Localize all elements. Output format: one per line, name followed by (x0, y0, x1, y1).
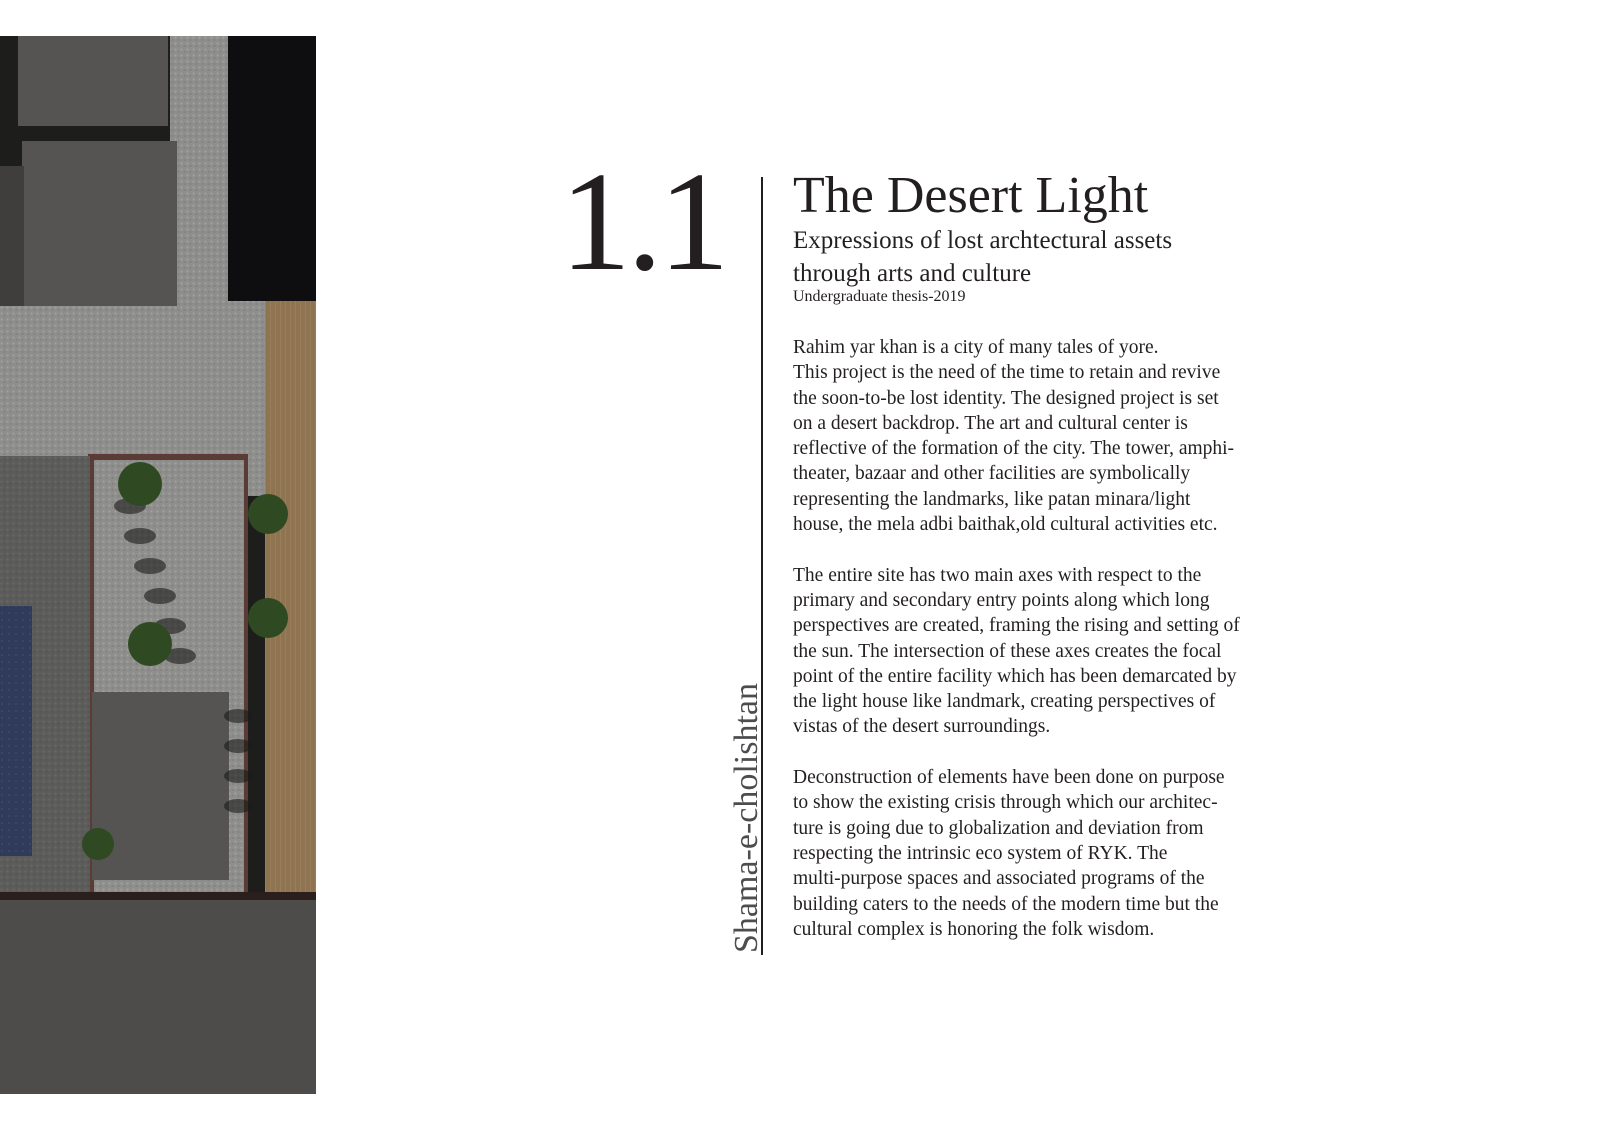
page-title: The Desert Light (793, 167, 1149, 224)
text-line: ture is going due to globalization and deviation from (793, 817, 1204, 839)
text-line: perspectives are created, framing the rising and setting of (793, 615, 1240, 637)
subtitle-line: through arts and culture (793, 260, 1032, 287)
subtitle (793, 224, 1263, 290)
text-line: house, the mela adbi baithak,old cultural activities etc. (793, 514, 1218, 536)
text-line: Deconstruction of elements have been done on purpose (793, 767, 1225, 789)
text-line: cultural complex is honoring the folk wisdom. (793, 918, 1155, 940)
text-line: theater, bazaar and other facilities are symbolically (793, 463, 1191, 485)
text-line: vistas of the desert surroundings. (793, 716, 1051, 738)
text-line: representing the landmarks, like patan minara/light (793, 488, 1191, 510)
text-line: primary and secondary entry points along which long (793, 589, 1210, 611)
text-line: The entire site has two main axes with respect to the (793, 564, 1202, 586)
site-render-image (0, 36, 316, 1094)
subtitle-line: Expressions of lost archtectural assets (793, 227, 1173, 254)
vertical-project-title: Shama-e-cholishtan (728, 682, 765, 953)
thesis-note: Undergraduate thesis-2019 (793, 288, 966, 305)
text-line: This project is the need of the time to retain and revive (793, 362, 1221, 384)
text-line: to show the existing crisis through which our architec- (793, 792, 1218, 814)
text-line: reflective of the formation of the city. The tower, amphi- (793, 438, 1235, 460)
paragraph-1 (793, 335, 1240, 537)
text-line: the light house like landmark, creating perspectives of (793, 691, 1216, 713)
paragraph-3 (793, 765, 1240, 942)
text-line: the soon-to-be lost identity. The designed project is set (793, 387, 1219, 409)
text-line: point of the entire facility which has been demarcated by (793, 665, 1237, 687)
text-line: Rahim yar khan is a city of many tales of yore. (793, 337, 1159, 358)
text-line: building caters to the needs of the modern time but the (793, 893, 1219, 915)
section-number: 1.1 (560, 142, 726, 300)
text-line: respecting the intrinsic eco system of RYK. The (793, 842, 1168, 864)
paragraph-2 (793, 563, 1240, 740)
body-text (793, 335, 1240, 967)
text-line: multi-purpose spaces and associated programs of the (793, 868, 1205, 890)
text-line: the sun. The intersection of these axes creates the focal (793, 640, 1222, 662)
text-line: on a desert backdrop. The art and cultural center is (793, 412, 1188, 434)
